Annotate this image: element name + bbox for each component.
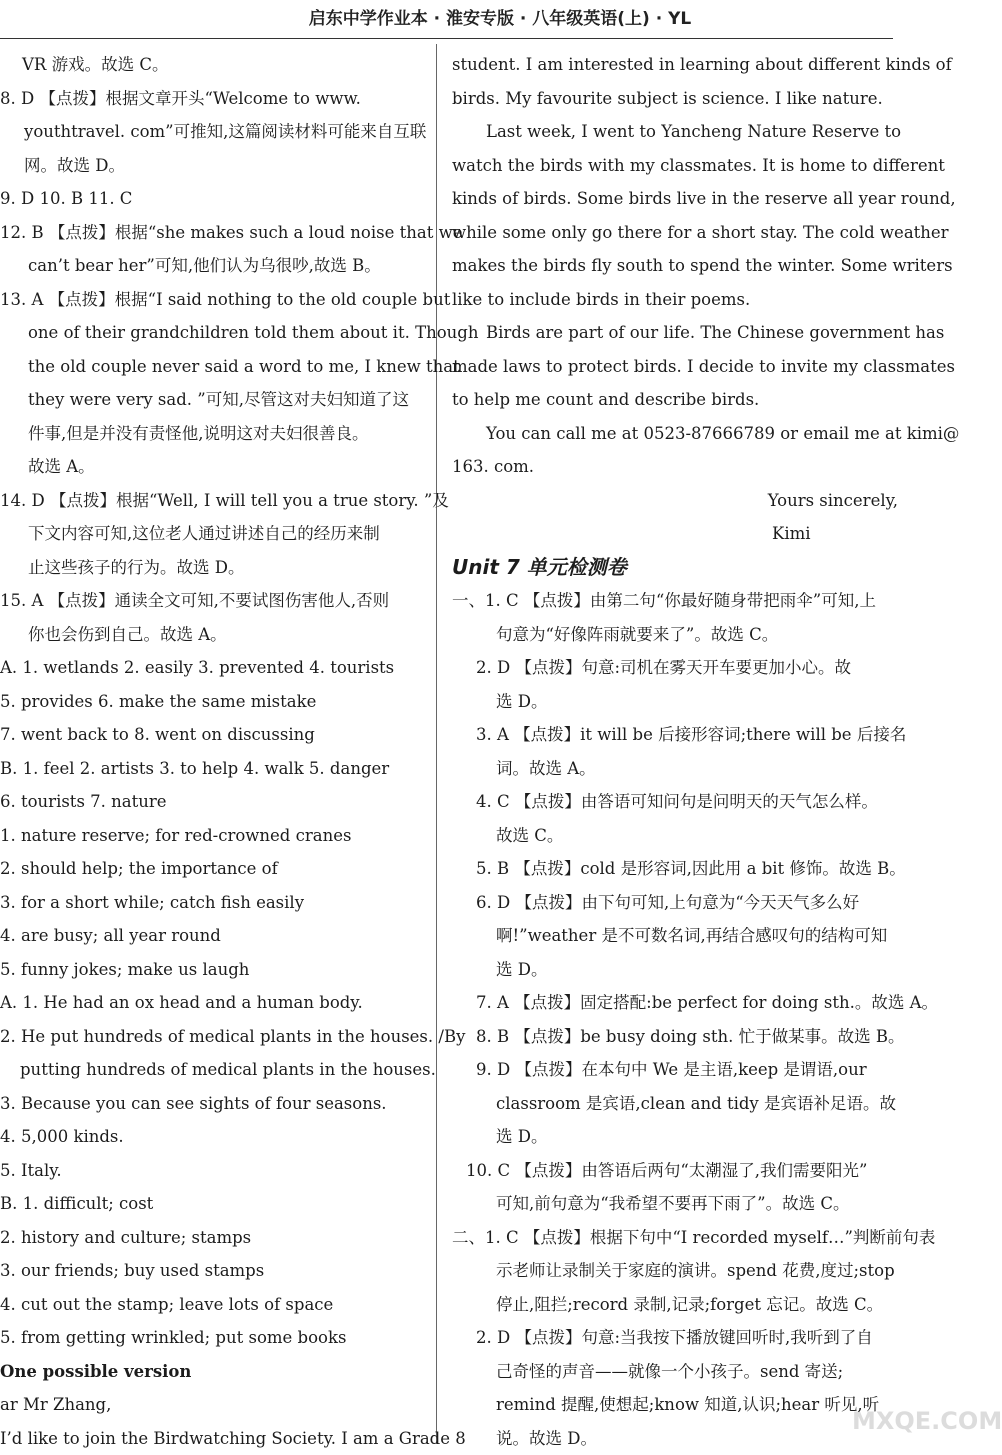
line-text: 10. C 【点拨】由答语后两句“太潮湿了,我们需要阳光” bbox=[466, 1154, 867, 1188]
line-text: 13. A 【点拨】根据“I said nothing to the old couple but bbox=[0, 283, 450, 317]
text-line bbox=[452, 584, 898, 618]
text-line bbox=[452, 551, 898, 585]
line-text: 选 D。 bbox=[496, 685, 547, 719]
text-line bbox=[0, 953, 420, 987]
line-text: B. 1. difficult; cost bbox=[0, 1187, 153, 1221]
text-line bbox=[452, 484, 898, 518]
text-line bbox=[452, 1187, 898, 1221]
header-title: 启东中学作业本 · 淮安专版 · 八年级英语(上) · YL bbox=[309, 9, 692, 29]
text-line bbox=[0, 1422, 420, 1455]
text-line bbox=[0, 1120, 420, 1154]
text-line bbox=[0, 1187, 420, 1221]
text-line bbox=[0, 651, 420, 685]
line-text: to help me count and describe birds. bbox=[452, 383, 759, 417]
text-line bbox=[452, 283, 898, 317]
line-text: 啊!”weather 是不可数名词,再结合感叹句的结构可知 bbox=[496, 919, 887, 953]
text-line bbox=[452, 216, 898, 250]
line-text: student. I am interested in learning about different kinds of bbox=[452, 48, 952, 82]
text-line bbox=[452, 1254, 898, 1288]
text-line bbox=[0, 216, 420, 250]
line-text: 停止,阻拦;record 录制,记录;forget 忘记。故选 C。 bbox=[496, 1288, 883, 1322]
line-text: 下文内容可知,这位老人通过讲述自己的经历来制 bbox=[28, 517, 380, 551]
line-text: 8. D 【点拨】根据文章开头“Welcome to www. bbox=[0, 82, 361, 116]
line-text: 说。故选 D。 bbox=[496, 1422, 597, 1455]
line-text: 2. D 【点拨】句意:当我按下播放键回听时,我听到了自 bbox=[476, 1321, 873, 1355]
text-line bbox=[452, 182, 898, 216]
line-text: remind 提醒,使想起;know 知道,认识;hear 听见,听 bbox=[496, 1388, 879, 1422]
left-column bbox=[0, 48, 420, 1455]
text-line bbox=[0, 1221, 420, 1255]
line-text: 1. nature reserve; for red-crowned cranes bbox=[0, 819, 351, 853]
text-line bbox=[452, 618, 898, 652]
line-text: 2. should help; the importance of bbox=[0, 852, 278, 886]
line-text: 7. A 【点拨】固定搭配:be perfect for doing sth.。故选 A。 bbox=[476, 986, 938, 1020]
text-line bbox=[452, 819, 898, 853]
line-text: the old couple never said a word to me, I knew that bbox=[28, 350, 460, 384]
text-line bbox=[452, 450, 898, 484]
line-text: 2. history and culture; stamps bbox=[0, 1221, 251, 1255]
text-line bbox=[452, 1388, 898, 1422]
text-line bbox=[0, 517, 420, 551]
text-line bbox=[452, 316, 898, 350]
line-text: 止这些孩子的行为。故选 D。 bbox=[28, 551, 244, 585]
text-line bbox=[452, 1154, 898, 1188]
text-line bbox=[452, 350, 898, 384]
text-line bbox=[0, 383, 420, 417]
line-text: 5. from getting wrinkled; put some books bbox=[0, 1321, 346, 1355]
line-text: You can call me at 0523-87666789 or email me at kimi@ bbox=[486, 417, 959, 451]
line-text: 二、1. C 【点拨】根据下句中“I recorded myself…”判断前句表 bbox=[452, 1221, 935, 1255]
text-line bbox=[0, 1154, 420, 1188]
line-text: 词。故选 A。 bbox=[496, 752, 596, 786]
text-line bbox=[0, 249, 420, 283]
line-text: 3. our friends; buy used stamps bbox=[0, 1254, 264, 1288]
line-text: makes the birds fly south to spend the winter. Some writers bbox=[452, 249, 953, 283]
line-text: 件事,但是并没有责怪他,说明这对夫妇很善良。 bbox=[28, 417, 369, 451]
line-text: I’d like to join the Birdwatching Society. I am a Grade 8 bbox=[0, 1422, 466, 1455]
text-line bbox=[452, 115, 898, 149]
text-line bbox=[0, 819, 420, 853]
text-line bbox=[452, 1355, 898, 1389]
text-line bbox=[452, 417, 898, 451]
text-line bbox=[0, 48, 420, 82]
line-text: youthtravel. com”可推知,这篇阅读材料可能来自互联 bbox=[24, 115, 426, 149]
line-text: 5. Italy. bbox=[0, 1154, 62, 1188]
text-line bbox=[452, 886, 898, 920]
text-line bbox=[0, 1087, 420, 1121]
text-line bbox=[452, 82, 898, 116]
text-line bbox=[0, 618, 420, 652]
line-text: classroom 是宾语,clean and tidy 是宾语补足语。故 bbox=[496, 1087, 896, 1121]
text-line bbox=[0, 1053, 420, 1087]
line-text: 你也会伤到自己。故选 A。 bbox=[28, 618, 227, 652]
line-text: 9. D 【点拨】在本句中 We 是主语,keep 是谓语,our bbox=[476, 1053, 867, 1087]
text-line bbox=[0, 685, 420, 719]
text-line bbox=[0, 115, 420, 149]
line-text: 5. funny jokes; make us laugh bbox=[0, 953, 249, 987]
column-divider bbox=[436, 44, 437, 1444]
line-text: Yours sincerely, bbox=[768, 484, 898, 518]
text-line bbox=[0, 149, 420, 183]
line-text: 选 D。 bbox=[496, 1120, 547, 1154]
page-header bbox=[0, 0, 1000, 38]
text-line bbox=[0, 1254, 420, 1288]
right-column bbox=[452, 48, 898, 1455]
text-line bbox=[0, 450, 420, 484]
text-line bbox=[452, 149, 898, 183]
text-line bbox=[452, 685, 898, 719]
text-line bbox=[452, 785, 898, 819]
text-line bbox=[0, 182, 420, 216]
line-text: 163. com. bbox=[452, 450, 534, 484]
line-text: 故选 C。 bbox=[496, 819, 563, 853]
line-text: 一、1. C 【点拨】由第二句“你最好随身带把雨伞”可知,上 bbox=[452, 584, 876, 618]
text-line bbox=[0, 752, 420, 786]
text-line bbox=[0, 718, 420, 752]
text-line bbox=[452, 752, 898, 786]
line-text: 14. D 【点拨】根据“Well, I will tell you a true story. ”及 bbox=[0, 484, 449, 518]
line-text: One possible version bbox=[0, 1355, 191, 1389]
line-text: 5. B 【点拨】cold 是形容词,因此用 a bit 修饰。故选 B。 bbox=[476, 852, 906, 886]
line-text: 6. D 【点拨】由下句可知,上句意为“今天天气多么好 bbox=[476, 886, 859, 920]
text-line bbox=[452, 1053, 898, 1087]
text-line bbox=[0, 584, 420, 618]
text-line bbox=[452, 1120, 898, 1154]
line-text: 15. A 【点拨】通读全文可知,不要试图伤害他人,否则 bbox=[0, 584, 389, 618]
text-line bbox=[0, 350, 420, 384]
text-line bbox=[452, 986, 898, 1020]
header-rule bbox=[0, 38, 893, 39]
text-line bbox=[452, 1221, 898, 1255]
text-line bbox=[0, 417, 420, 451]
line-text: 2. He put hundreds of medical plants in the houses. /By bbox=[0, 1020, 465, 1054]
line-text: while some only go there for a short stay. The cold weather bbox=[452, 216, 949, 250]
line-text: 选 D。 bbox=[496, 953, 547, 987]
line-text: 示老师让录制关于家庭的演讲。spend 花费,度过;stop bbox=[496, 1254, 895, 1288]
text-line bbox=[0, 1020, 420, 1054]
line-text: Kimi bbox=[772, 517, 811, 551]
line-text: one of their grandchildren told them about it. Though bbox=[28, 316, 478, 350]
line-text: 3. Because you can see sights of four seasons. bbox=[0, 1087, 387, 1121]
line-text: kinds of birds. Some birds live in the reserve all year round, bbox=[452, 182, 956, 216]
text-line bbox=[452, 1422, 898, 1455]
line-text: 12. B 【点拨】根据“she makes such a loud noise that we bbox=[0, 216, 462, 250]
line-text: 3. A 【点拨】it will be 后接形容词;there will be 后接名 bbox=[476, 718, 906, 752]
line-text: VR 游戏。故选 C。 bbox=[22, 48, 168, 82]
text-line bbox=[0, 986, 420, 1020]
text-line bbox=[0, 283, 420, 317]
line-text: 5. provides 6. make the same mistake bbox=[0, 685, 316, 719]
line-text: 可知,前句意为“我希望不要再下雨了”。故选 C。 bbox=[496, 1187, 850, 1221]
line-text: 己奇怪的声音——就像一个小孩子。send 寄送; bbox=[496, 1355, 843, 1389]
text-line bbox=[452, 1288, 898, 1322]
line-text: Birds are part of our life. The Chinese government has bbox=[486, 316, 944, 350]
line-text: 句意为“好像阵雨就要来了”。故选 C。 bbox=[496, 618, 778, 652]
text-line bbox=[452, 852, 898, 886]
text-line bbox=[452, 651, 898, 685]
text-line bbox=[0, 82, 420, 116]
line-text: putting hundreds of medical plants in the houses. bbox=[20, 1053, 436, 1087]
line-text: 4. cut out the stamp; leave lots of space bbox=[0, 1288, 333, 1322]
line-text: 4. C 【点拨】由答语可知问句是问明天的天气怎么样。 bbox=[476, 785, 878, 819]
line-text: made laws to protect birds. I decide to invite my classmates bbox=[452, 350, 955, 384]
line-text: 4. are busy; all year round bbox=[0, 919, 221, 953]
text-line bbox=[452, 718, 898, 752]
line-text: 7. went back to 8. went on discussing bbox=[0, 718, 315, 752]
line-text: B. 1. feel 2. artists 3. to help 4. walk 5. danger bbox=[0, 752, 389, 786]
text-line bbox=[0, 886, 420, 920]
text-line bbox=[452, 383, 898, 417]
line-text: A. 1. He had an ox head and a human body. bbox=[0, 986, 363, 1020]
line-text: 9. D 10. B 11. C bbox=[0, 182, 132, 216]
text-line bbox=[452, 1321, 898, 1355]
line-text: 故选 A。 bbox=[28, 450, 95, 484]
text-line bbox=[0, 852, 420, 886]
line-text: like to include birds in their poems. bbox=[452, 283, 750, 317]
line-text: can’t bear her”可知,他们认为乌很吵,故选 B。 bbox=[28, 249, 381, 283]
line-text: 网。故选 D。 bbox=[24, 149, 125, 183]
text-line bbox=[452, 517, 898, 551]
watermark-text: MXQE.COM bbox=[852, 1407, 1002, 1435]
line-text: ar Mr Zhang, bbox=[0, 1388, 111, 1422]
line-text: 2. D 【点拨】句意:司机在雾天开车要更加小心。故 bbox=[476, 651, 851, 685]
line-text: 4. 5,000 kinds. bbox=[0, 1120, 124, 1154]
text-line bbox=[452, 1087, 898, 1121]
text-line bbox=[452, 1020, 898, 1054]
text-line bbox=[0, 551, 420, 585]
line-text: 8. B 【点拨】be busy doing sth. 忙于做某事。故选 B。 bbox=[476, 1020, 904, 1054]
text-line bbox=[0, 1388, 420, 1422]
line-text: 6. tourists 7. nature bbox=[0, 785, 167, 819]
text-line bbox=[452, 953, 898, 987]
text-line bbox=[0, 785, 420, 819]
line-text: Last week, I went to Yancheng Nature Reserve to bbox=[486, 115, 901, 149]
text-line bbox=[452, 48, 898, 82]
line-text: 3. for a short while; catch fish easily bbox=[0, 886, 304, 920]
line-text: A. 1. wetlands 2. easily 3. prevented 4. tourists bbox=[0, 651, 394, 685]
line-text: birds. My favourite subject is science. I like nature. bbox=[452, 82, 883, 116]
line-text: they were very sad. ”可知,尽管这对夫妇知道了这 bbox=[28, 383, 409, 417]
text-line bbox=[0, 919, 420, 953]
text-line bbox=[0, 1355, 420, 1389]
text-line bbox=[452, 919, 898, 953]
text-line bbox=[0, 1321, 420, 1355]
text-line bbox=[0, 1288, 420, 1322]
line-text: Unit 7 单元检测卷 bbox=[452, 551, 627, 585]
text-line bbox=[0, 316, 420, 350]
line-text: watch the birds with my classmates. It is home to different bbox=[452, 149, 945, 183]
text-line bbox=[0, 484, 420, 518]
text-line bbox=[452, 249, 898, 283]
